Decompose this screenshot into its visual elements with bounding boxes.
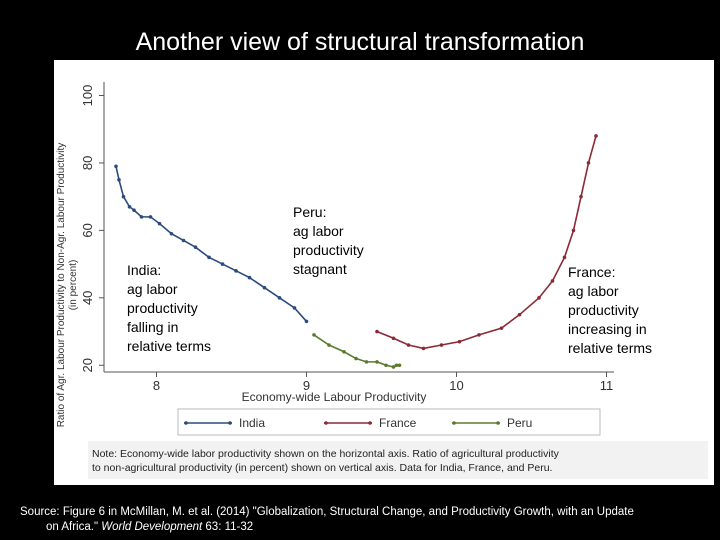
france-point — [594, 134, 598, 138]
india-point — [128, 205, 132, 209]
slide-title: Another view of structural transformation — [135, 28, 585, 56]
source-line-1: Source: Figure 6 in McMillan, M. et al. (2014) "Globalization, Structural Change, and Productivity Growth, with an Update — [20, 506, 634, 518]
chart — [54, 60, 714, 485]
peru-point — [354, 357, 358, 361]
france-point — [477, 333, 481, 337]
india-point — [132, 208, 136, 212]
france-line — [377, 136, 596, 348]
india-point — [194, 245, 198, 249]
france-point — [518, 313, 522, 317]
source-line-2 — [20, 520, 710, 535]
france-annotation-line: ag labor — [568, 283, 619, 299]
india-annotation-line: falling in — [127, 319, 179, 335]
india-point — [158, 222, 162, 226]
india-annotation-line: productivity — [127, 300, 198, 316]
france-annotation-line: productivity — [568, 302, 639, 318]
india-point — [182, 239, 186, 243]
france-point — [579, 195, 583, 199]
peru-annotation-line: Peru: — [293, 204, 327, 220]
india-point — [149, 215, 153, 219]
y-axis-label-unit: (in percent) — [68, 259, 79, 311]
france-point — [375, 330, 379, 334]
source-line-2-suffix: 63: 11-32 — [202, 521, 254, 533]
india-point — [114, 165, 118, 169]
india-point — [278, 296, 282, 300]
france-annotation-line: increasing in — [568, 321, 647, 337]
note-line-1: Note: Economy-wide labor productivity shown on the horizontal axis. Ratio of agricultural productivity — [92, 448, 559, 460]
france-annotation-line: relative terms — [568, 340, 653, 356]
x-tick-label: 9 — [302, 378, 311, 393]
india-point — [170, 232, 174, 236]
peru-annotation-line: ag labor — [293, 223, 344, 239]
legend-peru-label: Peru — [507, 416, 533, 430]
india-point — [221, 262, 225, 266]
india-point — [207, 256, 211, 260]
france-annotation-line: France: — [568, 264, 616, 280]
india-point — [122, 195, 126, 199]
legend-india-marker — [228, 421, 232, 425]
peru-point — [398, 363, 402, 367]
france-point — [422, 347, 426, 351]
peru-annotation-line: stagnant — [293, 261, 347, 277]
peru-point — [342, 350, 346, 354]
india-point — [140, 215, 144, 219]
y-tick-label: 60 — [80, 223, 95, 238]
chart-panel — [54, 60, 714, 485]
india-annotation-line: ag labor — [127, 281, 178, 297]
legend-peru-marker — [496, 421, 500, 425]
y-tick-label: 80 — [80, 155, 95, 171]
legend-france-marker — [368, 421, 372, 425]
france-point — [572, 229, 576, 233]
france-point — [551, 279, 555, 283]
france-point — [500, 326, 504, 330]
y-axis-label: Ratio of Agr. Labour Productivity to Non-Agr. Labour Productivity — [56, 142, 67, 428]
france-point — [392, 336, 396, 340]
peru-point — [375, 360, 379, 364]
peru-line — [314, 335, 400, 367]
france-annotation — [568, 264, 652, 356]
x-tick-label: 8 — [152, 378, 161, 393]
india-point — [293, 306, 297, 310]
y-ticks — [80, 85, 104, 373]
peru-annotation-line: productivity — [293, 242, 364, 258]
france-point — [563, 256, 567, 260]
source-citation — [20, 505, 710, 535]
france-point — [537, 296, 541, 300]
note-line-2: to non-agricultural productivity (in percent) shown on vertical axis. Data for India, France, and Peru. — [92, 462, 553, 474]
legend-france-label: France — [379, 416, 417, 430]
france-point — [440, 343, 444, 347]
peru-annotation — [293, 204, 364, 277]
peru-point — [365, 360, 369, 364]
india-annotation — [127, 262, 211, 354]
peru-point — [327, 343, 331, 347]
y-tick-label: 100 — [80, 84, 95, 107]
x-tick-label: 10 — [449, 378, 464, 393]
france-point — [407, 343, 411, 347]
legend-india-marker — [184, 421, 188, 425]
legend-france-marker — [324, 421, 328, 425]
india-point — [305, 320, 309, 324]
india-annotation-line: India: — [127, 262, 162, 278]
india-point — [117, 178, 121, 182]
india-point — [234, 269, 238, 273]
x-axis-label: Economy-wide Labour Productivity — [241, 390, 427, 404]
legend-peru-marker — [452, 421, 456, 425]
source-line-2-prefix: on Africa." — [46, 521, 102, 533]
peru-point — [384, 363, 388, 367]
legend-india-label: India — [239, 416, 266, 430]
y-tick-label: 20 — [80, 358, 95, 373]
france-point — [587, 161, 591, 165]
india-point — [263, 286, 267, 290]
source-journal: World Development — [101, 521, 203, 533]
india-point — [248, 276, 252, 280]
france-point — [458, 340, 462, 344]
y-tick-label: 40 — [80, 290, 95, 306]
india-annotation-line: relative terms — [127, 338, 212, 354]
peru-point — [312, 333, 316, 337]
x-tick-label: 11 — [599, 378, 614, 393]
